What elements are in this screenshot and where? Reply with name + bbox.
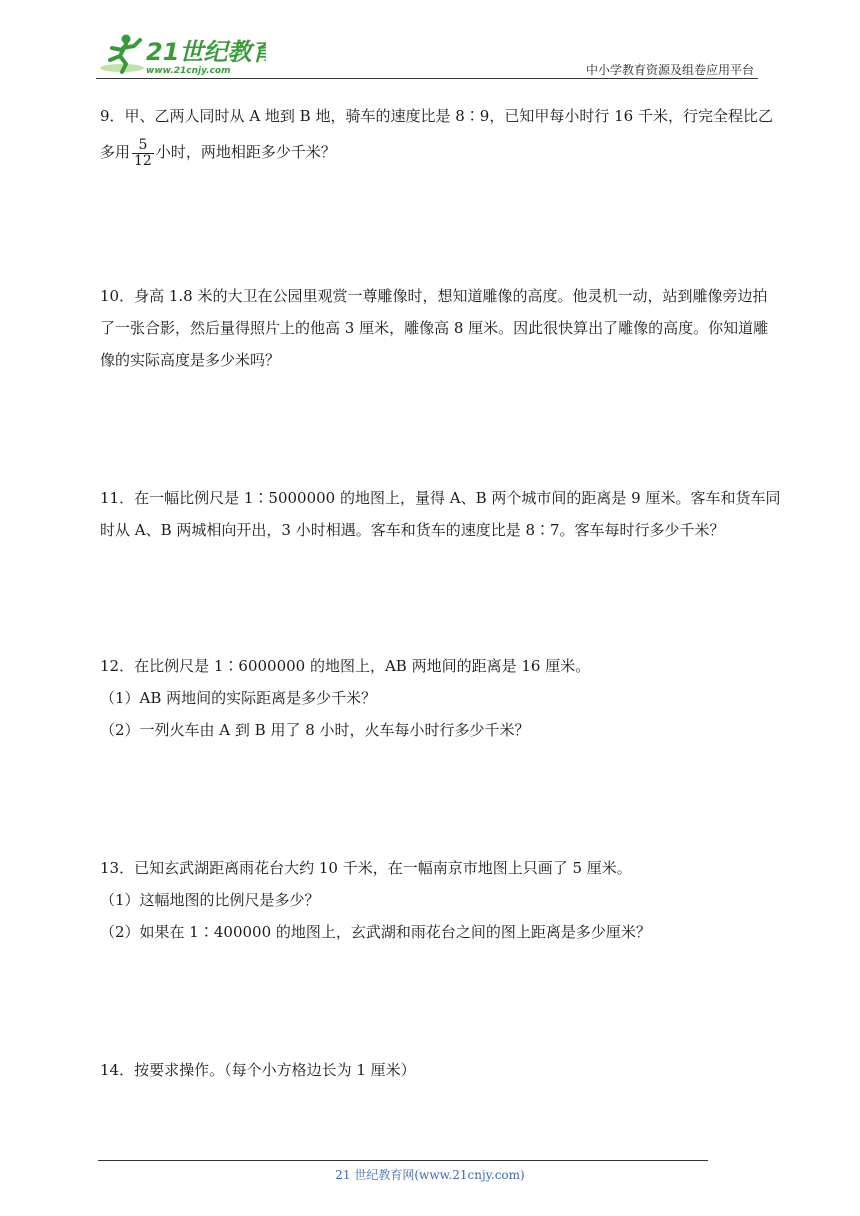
- question-number: 13．: [100, 859, 135, 877]
- sub-question-2: （2）如果在 1∶400000 的地图上，玄武湖和雨花台之间的图上距离是多少厘米？: [100, 923, 651, 941]
- question-text: 在比例尺是 1∶6000000 的地图上，AB 两地间的距离是 16 厘米。: [134, 657, 591, 675]
- question-number: 14．: [100, 1061, 135, 1079]
- question-line: 了一张合影，然后量得照片上的他高 3 厘米，雕像高 8 厘米。因此很快算出了雕像的高度。你知道雕: [100, 319, 769, 337]
- question-line: 时从 A、B 两城相向开出，3 小时相遇。客车和货车的速度比是 8∶7。客车每时行多少千米？: [100, 521, 725, 539]
- question-line: 像的实际高度是多少米吗？: [100, 351, 281, 369]
- question-number: 12．: [100, 657, 135, 675]
- question-13: [100, 852, 764, 948]
- question-line: [100, 100, 773, 132]
- question-10: [100, 280, 769, 376]
- fraction-numerator: 5: [132, 138, 154, 154]
- page-header: [96, 30, 758, 78]
- header-platform-text: 中小学教育资源及组卷应用平台: [585, 63, 754, 77]
- question-text: 在一幅比例尺是 1∶5000000 的地图上，量得 A、B 两个城市间的距离是 9 厘米。客车和货车同: [134, 489, 781, 507]
- logo: [96, 30, 266, 76]
- logo-url: www.21cnjy.com: [146, 66, 231, 76]
- question-number: 10．: [100, 287, 135, 305]
- footer-divider: [98, 1160, 708, 1161]
- question-text: 小时，两地相距多少千米？: [155, 143, 336, 161]
- question-14: [100, 1054, 764, 1086]
- question-11: [100, 482, 781, 546]
- question-line: [100, 1054, 764, 1086]
- question-line: [100, 280, 768, 312]
- question-text: 按要求操作。（每个小方格边长为 1 厘米）: [134, 1061, 416, 1079]
- question-text: 甲、乙两人同时从 A 地到 B 地，骑车的速度比是 8∶9，已知甲每小时行 16 千米，行完全程比乙: [124, 107, 773, 125]
- sub-question-1: （1）这幅地图的比例尺是多少？: [100, 891, 320, 909]
- footer-link[interactable]: 21 世纪教育网(www.21cnjy.com): [335, 1168, 525, 1182]
- question-text: 身高 1.8 米的大卫在公园里观赏一尊雕像时，想知道雕像的高度。他灵机一动，站到雕像旁边拍: [134, 287, 768, 305]
- question-line: [100, 482, 781, 514]
- sub-question-2: （2）一列火车由 A 到 B 用了 8 小时，火车每小时行多少千米？: [100, 721, 530, 739]
- question-text: 多用: [100, 143, 131, 161]
- question-line: [100, 132, 764, 172]
- question-line: [100, 852, 764, 884]
- question-9: [100, 100, 773, 172]
- question-line: [100, 650, 764, 682]
- question-number: 9．: [100, 107, 125, 125]
- sub-question-1: （1）AB 两地间的实际距离是多少千米？: [100, 689, 377, 707]
- fraction-denominator: 12: [134, 152, 152, 169]
- fraction: [132, 138, 154, 169]
- question-12: [100, 650, 764, 746]
- question-number: 11．: [100, 489, 135, 507]
- logo-text: 21世纪教育: [146, 38, 266, 66]
- question-text: 已知玄武湖距离雨花台大约 10 千米，在一幅南京市地图上只画了 5 厘米。: [134, 859, 632, 877]
- logo-runner-icon: [96, 30, 266, 76]
- header-divider: [96, 78, 758, 79]
